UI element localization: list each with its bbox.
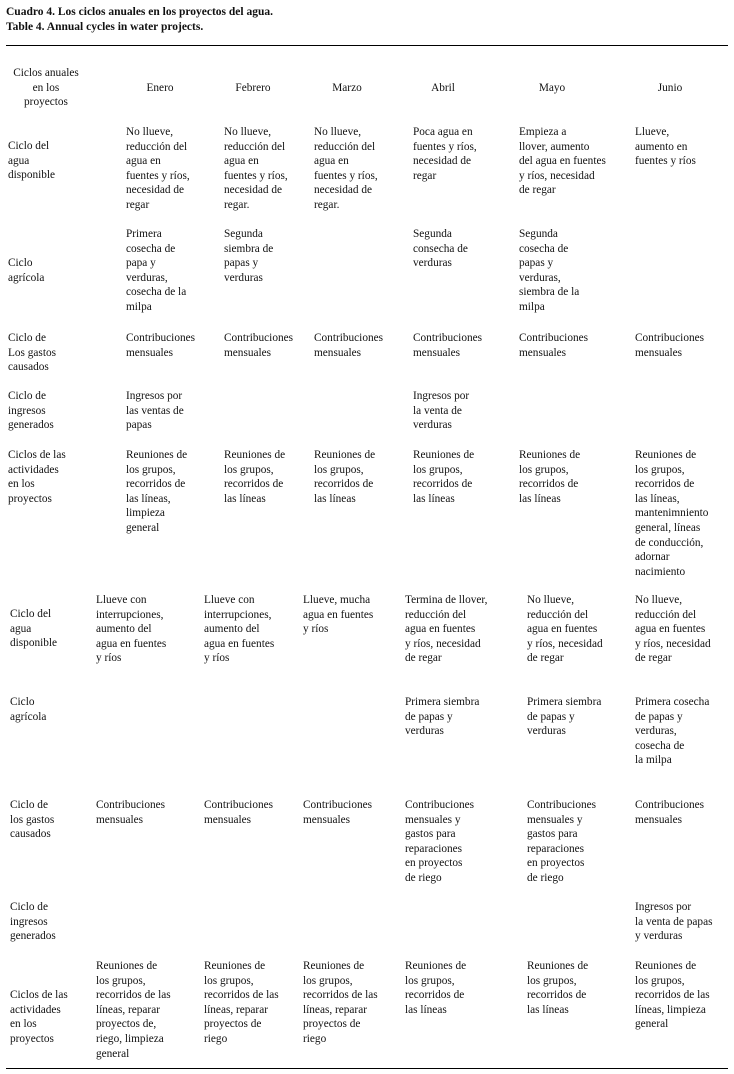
cell-line: y ríos, necesidad bbox=[635, 637, 711, 650]
cell-line: Ciclos anuales bbox=[13, 67, 79, 79]
cell-line: los grupos, bbox=[405, 974, 455, 987]
s2-activities-cell-5 bbox=[527, 959, 588, 1017]
cell-line: regar. bbox=[314, 198, 340, 211]
cell-line: reducción del bbox=[405, 608, 467, 621]
cell-line: de regar bbox=[635, 652, 672, 665]
cell-line: general bbox=[126, 521, 160, 534]
cell-line: las líneas bbox=[413, 492, 455, 505]
cell-line: los grupos, bbox=[413, 463, 463, 476]
cell-line: Poca agua en bbox=[413, 126, 473, 138]
cell-line: verduras, bbox=[519, 271, 561, 284]
s2-activities-cell-2 bbox=[204, 959, 279, 1047]
cell-line: Ciclos de las bbox=[10, 989, 68, 1001]
header-month-3 bbox=[307, 81, 387, 96]
cell-line: Ingresos por bbox=[635, 901, 692, 913]
s1-agri-cell-1 bbox=[126, 227, 186, 315]
s2-row-label-water bbox=[10, 607, 57, 651]
cell-line: recorridos de bbox=[126, 478, 186, 491]
s2-row-label-activities bbox=[10, 988, 68, 1046]
cell-line: líneas, limpieza bbox=[635, 1003, 706, 1016]
s1-costs-cell-1 bbox=[126, 331, 195, 360]
cell-line: y ríos, necesidad bbox=[519, 169, 595, 182]
cell-line: y ríos bbox=[303, 623, 329, 636]
cell-line: de papas y bbox=[405, 710, 453, 723]
cell-line: adornar bbox=[635, 551, 670, 564]
cell-line: las ventas de bbox=[126, 404, 184, 417]
cell-line: Reuniones de bbox=[405, 960, 467, 972]
cell-line: Reuniones de bbox=[314, 449, 376, 461]
cell-line: causados bbox=[10, 828, 51, 841]
cell-line: Ciclo del bbox=[8, 140, 50, 152]
cell-line: siembra de la bbox=[519, 286, 580, 299]
cell-line: recorridos de bbox=[635, 478, 695, 491]
s2-water-cell-5 bbox=[527, 593, 603, 666]
s2-water-cell-1 bbox=[96, 593, 166, 666]
cell-line: líneas, reparar bbox=[303, 1003, 367, 1016]
cell-line: Contribuciones bbox=[635, 332, 705, 344]
cell-line: No llueve, bbox=[314, 126, 362, 138]
cell-line: Enero bbox=[146, 82, 174, 94]
cell-line: Contribuciones bbox=[204, 799, 274, 811]
s1-agri-cell-2 bbox=[224, 227, 273, 285]
cell-line: fuentes y ríos, bbox=[314, 169, 378, 182]
s1-costs-cell-6 bbox=[635, 331, 704, 360]
cell-line: recorridos de las bbox=[303, 989, 378, 1002]
cell-line: Contribuciones bbox=[314, 332, 384, 344]
cell-line: reparaciones bbox=[527, 842, 585, 855]
cell-line: Contribuciones bbox=[519, 332, 589, 344]
cell-line: Ciclo de bbox=[10, 901, 48, 913]
cell-line: agua en bbox=[224, 155, 259, 168]
s2-agri-cell-5 bbox=[527, 695, 601, 739]
cell-line: de riego bbox=[527, 871, 564, 884]
cell-line: agua en fuentes bbox=[96, 637, 167, 650]
cell-line: recorridos de bbox=[413, 478, 473, 491]
cell-line: aumento en bbox=[635, 140, 688, 153]
cell-line: recorridos de las bbox=[635, 989, 710, 1002]
cell-line: generados bbox=[8, 419, 54, 432]
cell-line: mensuales y bbox=[527, 813, 583, 826]
s1-row-label-income bbox=[8, 389, 54, 433]
cell-line: las líneas bbox=[527, 1003, 569, 1016]
s1-costs-cell-5 bbox=[519, 331, 588, 360]
cell-line: líneas, reparar bbox=[204, 1003, 268, 1016]
s2-costs-cell-5 bbox=[527, 798, 596, 886]
cell-line: aumento del bbox=[204, 623, 260, 636]
cell-line: Ciclo bbox=[10, 696, 35, 708]
cell-line: disponible bbox=[8, 169, 56, 182]
s1-activities-cell-6 bbox=[635, 448, 708, 579]
table-caption-es: Cuadro 4. Los ciclos anuales en los proyectos del agua. bbox=[6, 6, 273, 18]
s1-costs-cell-2 bbox=[224, 331, 293, 360]
s1-agri-cell-4 bbox=[413, 227, 468, 271]
cell-line: proyectos de bbox=[204, 1018, 262, 1031]
cell-line: papas y bbox=[224, 257, 259, 270]
cell-line: los grupos, bbox=[96, 974, 146, 987]
s1-water-cell-2 bbox=[224, 125, 288, 213]
cell-line: los grupos, bbox=[314, 463, 364, 476]
cell-line: Ingresos por bbox=[126, 390, 183, 402]
cell-line: fuentes y ríos, bbox=[413, 140, 477, 153]
cell-line: Ciclo de bbox=[8, 332, 46, 344]
cell-line: necesidad de bbox=[314, 184, 373, 197]
cell-line: regar bbox=[126, 198, 150, 211]
cell-line: agrícola bbox=[8, 271, 45, 284]
cell-line: agua en bbox=[126, 155, 161, 168]
cell-line: de regar bbox=[405, 652, 442, 665]
cell-line: gastos para bbox=[527, 828, 578, 841]
cell-line: Marzo bbox=[332, 82, 362, 94]
cell-line: Abril bbox=[431, 82, 455, 94]
s2-row-label-costs bbox=[10, 798, 54, 842]
cell-line: verduras bbox=[413, 257, 452, 270]
s1-costs-cell-4 bbox=[413, 331, 482, 360]
cell-line: Contribuciones bbox=[303, 799, 373, 811]
cell-line: las líneas bbox=[224, 492, 266, 505]
cell-line: generados bbox=[10, 930, 56, 943]
cell-line: Llueve, mucha bbox=[303, 594, 371, 606]
s2-costs-cell-3 bbox=[303, 798, 372, 827]
header-month-6 bbox=[630, 81, 710, 96]
cell-line: necesidad de bbox=[413, 155, 472, 168]
cell-line: Segunda bbox=[519, 228, 558, 240]
s1-water-cell-3 bbox=[314, 125, 378, 213]
cell-line: cosecha de bbox=[126, 242, 176, 255]
cell-line: Llueve, bbox=[635, 126, 670, 138]
cell-line: Reuniones de bbox=[635, 960, 697, 972]
cell-line: de riego bbox=[405, 871, 442, 884]
header-month-2 bbox=[213, 81, 293, 96]
cell-line: milpa bbox=[126, 300, 152, 313]
s1-agri-cell-5 bbox=[519, 227, 579, 315]
cell-line: en proyectos bbox=[405, 857, 463, 870]
cell-line: actividades bbox=[10, 1003, 61, 1016]
cell-line: mensuales bbox=[224, 346, 272, 359]
cell-line: de regar bbox=[519, 184, 556, 197]
s2-costs-cell-1 bbox=[96, 798, 165, 827]
cell-line: ingresos bbox=[8, 404, 46, 417]
cell-line: No llueve, bbox=[527, 594, 575, 606]
cell-line: las líneas, bbox=[635, 492, 680, 505]
cell-line: necesidad de bbox=[126, 184, 185, 197]
cell-line: fuentes y ríos, bbox=[126, 169, 190, 182]
cell-line: agua en fuentes bbox=[527, 623, 598, 636]
cell-line: las líneas bbox=[314, 492, 356, 505]
cell-line: en los bbox=[10, 1018, 37, 1031]
s2-activities-cell-1 bbox=[96, 959, 171, 1061]
cell-line: No llueve, bbox=[635, 594, 683, 606]
cell-line: reducción del bbox=[224, 140, 286, 153]
cell-line: en proyectos bbox=[527, 857, 585, 870]
cell-line: agua en fuentes bbox=[303, 608, 374, 621]
cell-line: Ingresos por bbox=[413, 390, 470, 402]
cell-line: recorridos de bbox=[405, 989, 465, 1002]
cell-line: recorridos de bbox=[527, 989, 587, 1002]
cell-line: Contribuciones bbox=[635, 799, 705, 811]
cell-line: Llueve con bbox=[204, 594, 255, 606]
s1-row-label-agri bbox=[8, 256, 44, 285]
s2-water-cell-3 bbox=[303, 593, 373, 637]
s1-row-label-costs bbox=[8, 331, 56, 375]
cell-line: las líneas bbox=[405, 1003, 447, 1016]
cell-line: llover, aumento bbox=[519, 140, 590, 153]
cell-line: mensuales bbox=[413, 346, 461, 359]
cell-line: agrícola bbox=[10, 710, 47, 723]
s1-activities-cell-2 bbox=[224, 448, 285, 506]
cell-line: verduras bbox=[413, 419, 452, 432]
cell-line: de papas y bbox=[527, 710, 575, 723]
cell-line: mensuales bbox=[314, 346, 362, 359]
cell-line: riego bbox=[204, 1032, 228, 1045]
cell-line: interrupciones, bbox=[96, 608, 164, 621]
cell-line: y ríos, necesidad bbox=[527, 637, 603, 650]
s2-row-label-agri bbox=[10, 695, 46, 724]
cell-line: del agua en fuentes bbox=[519, 155, 606, 168]
cell-line: y ríos, necesidad bbox=[405, 637, 481, 650]
cell-line: y ríos bbox=[96, 652, 122, 665]
cell-line: cosecha de bbox=[519, 242, 569, 255]
cell-line: reducción del bbox=[314, 140, 376, 153]
cell-line: reparaciones bbox=[405, 842, 463, 855]
cell-line: Reuniones de bbox=[413, 449, 475, 461]
cell-line: agua en fuentes bbox=[405, 623, 476, 636]
cell-line: general, líneas bbox=[635, 521, 701, 534]
header-month-5 bbox=[512, 81, 592, 96]
cell-line: los grupos, bbox=[224, 463, 274, 476]
s1-water-cell-5 bbox=[519, 125, 606, 198]
cell-line: las líneas, bbox=[126, 492, 171, 505]
s2-water-cell-2 bbox=[204, 593, 274, 666]
cell-line: Contribuciones bbox=[405, 799, 475, 811]
cell-line: Contribuciones bbox=[96, 799, 166, 811]
cell-line: siembra de bbox=[224, 242, 274, 255]
cell-line: recorridos de las bbox=[204, 989, 279, 1002]
cell-line: Los gastos bbox=[8, 346, 57, 359]
cell-line: nacimiento bbox=[635, 565, 686, 578]
cell-line: consecha de bbox=[413, 242, 468, 255]
s1-costs-cell-3 bbox=[314, 331, 383, 360]
cell-line: riego bbox=[303, 1032, 327, 1045]
cell-line: proyectos bbox=[10, 1032, 54, 1045]
cell-line: Primera siembra bbox=[527, 696, 602, 708]
cell-line: verduras bbox=[405, 725, 444, 738]
cell-line: en los bbox=[8, 478, 35, 491]
s2-row-label-income bbox=[10, 900, 56, 944]
cell-line: No llueve, bbox=[126, 126, 174, 138]
cell-line: los grupos, bbox=[635, 463, 685, 476]
cell-line: Ciclo del bbox=[10, 608, 52, 620]
cell-line: mantenimniento bbox=[635, 507, 709, 520]
cell-line: mensuales bbox=[635, 813, 683, 826]
cell-line: Ciclos de las bbox=[8, 449, 66, 461]
s2-activities-cell-4 bbox=[405, 959, 466, 1017]
cell-line: Reuniones de bbox=[204, 960, 266, 972]
s1-water-cell-1 bbox=[126, 125, 190, 213]
cell-line: Segunda bbox=[413, 228, 452, 240]
s1-income-cell-4 bbox=[413, 389, 469, 433]
cell-line: verduras bbox=[224, 271, 263, 284]
header-row-label bbox=[6, 66, 86, 110]
cell-line: limpieza bbox=[126, 507, 165, 520]
cell-line: recorridos de las bbox=[96, 989, 171, 1002]
cell-line: Reuniones de bbox=[126, 449, 188, 461]
s2-agri-cell-4 bbox=[405, 695, 479, 739]
s2-costs-cell-6 bbox=[635, 798, 704, 827]
cell-line: milpa bbox=[519, 300, 545, 313]
cell-line: verduras, bbox=[126, 271, 168, 284]
cell-line: agua en fuentes bbox=[635, 623, 706, 636]
s1-activities-cell-4 bbox=[413, 448, 474, 506]
cell-line: interrupciones, bbox=[204, 608, 272, 621]
cell-line: cosecha de bbox=[635, 739, 685, 752]
cell-line: los grupos, bbox=[519, 463, 569, 476]
cell-line: proyectos bbox=[8, 492, 52, 505]
cell-line: actividades bbox=[8, 463, 59, 476]
cell-line: Primera bbox=[126, 228, 162, 240]
cell-line: cosecha de la bbox=[126, 286, 187, 299]
cell-line: Empieza a bbox=[519, 126, 567, 138]
cell-line: Junio bbox=[657, 82, 683, 94]
cell-line: Reuniones de bbox=[527, 960, 589, 972]
cell-line: los grupos, bbox=[126, 463, 176, 476]
cell-line: recorridos de bbox=[224, 478, 284, 491]
cell-line: regar. bbox=[224, 198, 250, 211]
cell-line: mensuales bbox=[519, 346, 567, 359]
cell-line: regar bbox=[413, 169, 437, 182]
s1-water-cell-4 bbox=[413, 125, 477, 183]
cell-line: Segunda bbox=[224, 228, 263, 240]
cell-line: Llueve con bbox=[96, 594, 147, 606]
cell-line: Contribuciones bbox=[527, 799, 597, 811]
s2-costs-cell-2 bbox=[204, 798, 273, 827]
cell-line: gastos para bbox=[405, 828, 456, 841]
cell-line: líneas, reparar bbox=[96, 1003, 160, 1016]
cell-line: causados bbox=[8, 361, 49, 374]
cell-line: los grupos, bbox=[635, 974, 685, 987]
s2-activities-cell-6 bbox=[635, 959, 710, 1032]
cell-line: los grupos, bbox=[204, 974, 254, 987]
cell-line: Contribuciones bbox=[126, 332, 196, 344]
cell-line: mensuales bbox=[204, 813, 252, 826]
s2-agri-cell-6 bbox=[635, 695, 709, 768]
s2-costs-cell-4 bbox=[405, 798, 474, 886]
cell-line: y verduras bbox=[635, 930, 683, 943]
cell-line: verduras, bbox=[635, 725, 677, 738]
cell-line: ingresos bbox=[10, 915, 48, 928]
table-caption-en: Table 4. Annual cycles in water projects. bbox=[6, 21, 204, 33]
cell-line: Reuniones de bbox=[96, 960, 158, 972]
cell-line: verduras bbox=[527, 725, 566, 738]
cell-line: Febrero bbox=[235, 82, 271, 94]
cell-line: agua bbox=[8, 154, 30, 167]
cell-line: proyectos de, bbox=[96, 1018, 157, 1031]
cell-line: recorridos de bbox=[314, 478, 374, 491]
cell-line: reducción del bbox=[126, 140, 188, 153]
cell-line: de papas y bbox=[635, 710, 683, 723]
header-month-1 bbox=[120, 81, 200, 96]
cell-line: agua en fuentes bbox=[204, 637, 275, 650]
cell-line: Contribuciones bbox=[224, 332, 294, 344]
s2-water-cell-6 bbox=[635, 593, 711, 666]
cell-line: Primera cosecha bbox=[635, 696, 710, 708]
s1-income-cell-1 bbox=[126, 389, 184, 433]
cell-line: recorridos de bbox=[519, 478, 579, 491]
s1-water-cell-6 bbox=[635, 125, 696, 169]
cell-line: agua en bbox=[314, 155, 349, 168]
cell-line: proyectos bbox=[24, 96, 68, 109]
cell-line: mensuales bbox=[96, 813, 144, 826]
cell-line: Reuniones de bbox=[635, 449, 697, 461]
s1-row-label-water bbox=[8, 139, 55, 183]
s2-income-cell-6 bbox=[635, 900, 712, 944]
cell-line: Reuniones de bbox=[519, 449, 581, 461]
cell-line: aumento del bbox=[96, 623, 152, 636]
cell-line: fuentes y ríos, bbox=[224, 169, 288, 182]
cell-line: las líneas bbox=[519, 492, 561, 505]
cell-line: los grupos, bbox=[303, 974, 353, 987]
s1-row-label-activities bbox=[8, 448, 66, 506]
cell-line: papas y bbox=[519, 257, 554, 270]
s2-activities-cell-3 bbox=[303, 959, 378, 1047]
header-month-4 bbox=[403, 81, 483, 96]
s1-activities-cell-1 bbox=[126, 448, 187, 536]
cell-line: fuentes y ríos bbox=[635, 155, 696, 168]
cell-line: reducción del bbox=[527, 608, 589, 621]
cell-line: Reuniones de bbox=[224, 449, 286, 461]
cell-line: Ciclo de bbox=[10, 799, 48, 811]
s1-activities-cell-5 bbox=[519, 448, 580, 506]
bottom-rule bbox=[6, 1068, 728, 1069]
cell-line: en los bbox=[32, 81, 60, 94]
cell-line: mensuales y bbox=[405, 813, 461, 826]
cell-line: Termina de llover, bbox=[405, 594, 488, 606]
cell-line: Mayo bbox=[538, 82, 566, 94]
cell-line: riego, limpieza bbox=[96, 1032, 164, 1045]
cell-line: los gastos bbox=[10, 813, 55, 826]
cell-line: proyectos de bbox=[303, 1018, 361, 1031]
cell-line: general bbox=[635, 1018, 669, 1031]
cell-line: la venta de bbox=[413, 404, 462, 417]
cell-line: y ríos bbox=[204, 652, 230, 665]
cell-line: papa y bbox=[126, 257, 156, 270]
top-rule bbox=[6, 45, 728, 46]
cell-line: mensuales bbox=[126, 346, 174, 359]
cell-line: de regar bbox=[527, 652, 564, 665]
cell-line: la milpa bbox=[635, 754, 672, 767]
cell-line: disponible bbox=[10, 637, 58, 650]
cell-line: papas bbox=[126, 419, 152, 432]
s2-water-cell-4 bbox=[405, 593, 488, 666]
cell-line: reducción del bbox=[635, 608, 697, 621]
cell-line: agua bbox=[10, 622, 32, 635]
cell-line: de conducción, bbox=[635, 536, 704, 549]
cell-line: Reuniones de bbox=[303, 960, 365, 972]
cell-line: general bbox=[96, 1047, 130, 1060]
cell-line: Ciclo bbox=[8, 257, 33, 269]
cell-line: mensuales bbox=[303, 813, 351, 826]
cell-line: No llueve, bbox=[224, 126, 272, 138]
cell-line: necesidad de bbox=[224, 184, 283, 197]
cell-line: Ciclo de bbox=[8, 390, 46, 402]
s1-activities-cell-3 bbox=[314, 448, 375, 506]
cell-line: los grupos, bbox=[527, 974, 577, 987]
cell-line: Primera siembra bbox=[405, 696, 480, 708]
cell-line: Contribuciones bbox=[413, 332, 483, 344]
cell-line: mensuales bbox=[635, 346, 683, 359]
cell-line: la venta de papas bbox=[635, 915, 713, 928]
